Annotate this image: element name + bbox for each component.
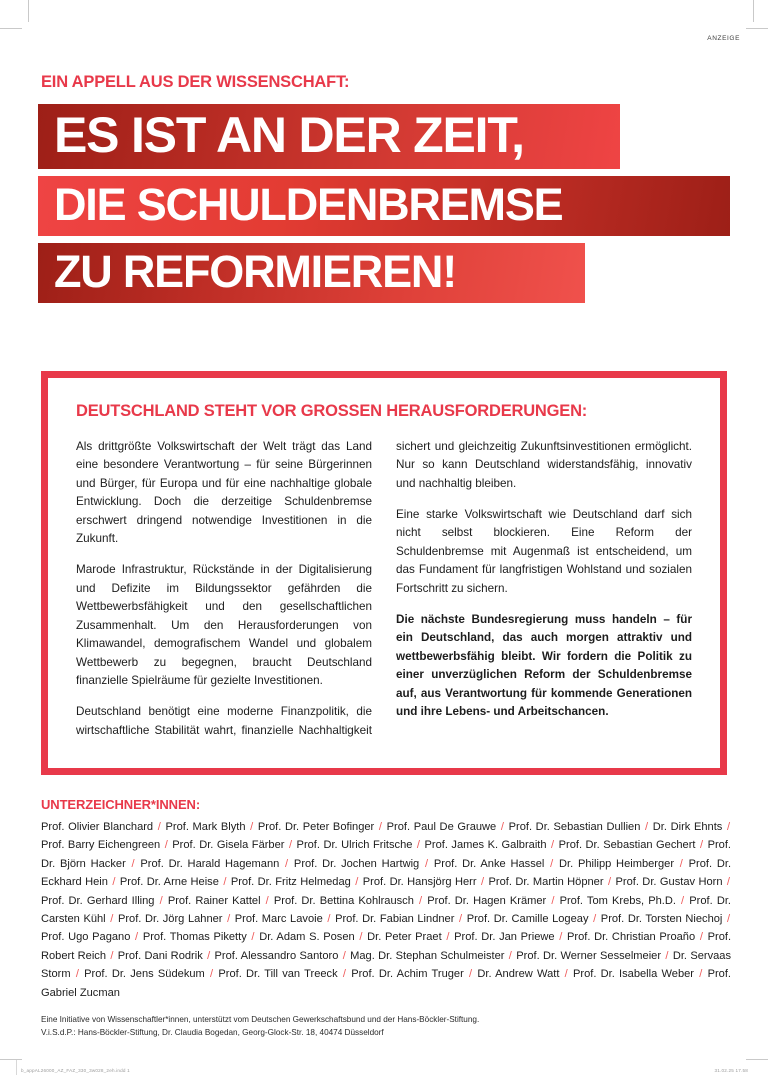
signatory-separator: /	[351, 876, 362, 889]
signatory-separator: /	[338, 968, 351, 981]
signatory-name: Prof. Tom Krebs, Ph.D.	[559, 894, 676, 907]
signatory-name: Mag. Dr. Stephan Schulmeister	[350, 949, 505, 962]
signatory-name: Dr. Andrew Watt	[477, 968, 560, 981]
signatory-name: Prof. Dr. Torsten Niechoj	[600, 913, 723, 926]
signatory-name: Prof. Dr. Jens Südekum	[84, 968, 205, 981]
signatory-separator: /	[547, 894, 559, 907]
crop-mark-bottom-left-h	[0, 1059, 22, 1060]
signatories-list	[41, 818, 731, 1002]
signatory-name: Prof. Mark Blyth	[165, 821, 246, 833]
signatory-separator: /	[464, 968, 477, 981]
signatory-separator: /	[662, 949, 672, 962]
signatory-name: Prof. Rainer Kattel	[167, 894, 261, 907]
signatory-separator: /	[675, 857, 688, 870]
signatory-name: Prof. James K. Galbraith	[424, 839, 547, 852]
signatory-name: Prof. Dr. Fabian Lindner	[335, 913, 455, 926]
signatory-separator: /	[414, 894, 427, 907]
signatory-name: Prof. Dr. Eckhard Hein	[41, 857, 732, 889]
signatory-separator: /	[723, 876, 731, 889]
signatory-separator: /	[71, 968, 84, 981]
signatory-name: Prof. Dr. Arne Heise	[119, 876, 219, 889]
signatory-separator: /	[203, 949, 214, 962]
signatory-separator: /	[641, 821, 652, 833]
signatory-separator: /	[604, 876, 615, 889]
signatory-separator: /	[154, 821, 165, 833]
signatory-separator: /	[723, 821, 731, 833]
signatory-separator: /	[455, 913, 466, 926]
signatories-title: UNTERZEICHNER*INNEN:	[41, 797, 201, 812]
signatory-separator: /	[589, 913, 600, 926]
signatory-name: Prof. Paul De Grauwe	[386, 821, 497, 833]
signatory-name: Prof. Dr. Carsten Kühl	[41, 894, 731, 926]
signatory-separator: /	[560, 968, 572, 981]
headline-line-3: ZU REFORMIEREN!	[38, 243, 585, 303]
signatory-name: Prof. Dr. Jörg Lahner	[117, 913, 223, 926]
body-paragraph: Als drittgrößte Volkswirtschaft der Welt trägt das Land eine besondere Verantwortung – für seine Bürgerinnen und Bürger, für Europa und für eine nachhaltige globale Entwicklung. Doch die derzeitige Schuldenbremse erschwert dringend notwendige Investitionen in die Zukunft.	[76, 440, 372, 546]
signatory-name: Prof. Dr. Hansjörg Herr	[362, 876, 477, 889]
signatory-separator: /	[442, 931, 454, 944]
signatory-separator: /	[219, 876, 230, 889]
content-panel	[41, 371, 727, 775]
signatory-name: Prof. Dani Rodrik	[117, 949, 203, 962]
signatory-separator: /	[555, 931, 566, 944]
crop-mark-bottom-left	[16, 1059, 17, 1075]
signatory-name: Prof. Dr. Camille Logeay	[466, 913, 589, 926]
signatory-separator: /	[695, 968, 707, 981]
signatory-name: Prof. Dr. Sebastian Gechert	[558, 839, 696, 852]
body-paragraph: Marode Infrastruktur, Rückstände in der Digitalisierung und Defizite im Bildungssektor gefährden die Wettbewerbsfähigkeit und den gesellschaftlichen Zusammenhalt. Um den Herausforderungen von Klimawandel, demografischem Wandel und globalem Wettbewerb zu begegnen, braucht Deutschland finanzielle Spielräume für gezielte Investitionen.	[76, 563, 372, 688]
signatory-name: Dr. Philipp Heimberger	[559, 857, 675, 870]
headline-block	[38, 104, 730, 303]
headline-line-2: DIE SCHULDENBREMSE	[38, 176, 730, 236]
signatory-separator: /	[723, 913, 731, 926]
signatory-separator: /	[497, 821, 508, 833]
signatory-separator: /	[261, 894, 273, 907]
signatory-name: Prof. Dr. Achim Truger	[351, 968, 464, 981]
signatory-name: Prof. Alessandro Santoro	[214, 949, 339, 962]
signatory-separator: /	[676, 894, 689, 907]
signatory-separator: /	[131, 931, 142, 944]
signatory-name: Prof. Marc Lavoie	[234, 913, 323, 926]
crop-mark-right-top	[746, 28, 768, 29]
signatory-separator: /	[246, 821, 257, 833]
signatory-name: Prof. Dr. Bettina Kohlrausch	[273, 894, 414, 907]
footer-imprint	[41, 1013, 731, 1040]
signatory-separator: /	[126, 857, 140, 870]
panel-title: DEUTSCHLAND STEHT VOR GROSSEN HERAUSFORDERUNGEN:	[76, 402, 588, 420]
signatory-name: Prof. Barry Eichengreen	[41, 839, 161, 852]
signatory-separator: /	[107, 949, 117, 962]
signatory-name: Dr. Dirk Ehnts	[652, 821, 723, 833]
body-paragraph: Eine starke Volkswirtschaft wie Deutschland darf sich nicht selbst blockieren. Eine Reform der Schuldenbremse mit Augenmaß ist entscheidend, um das Fundament für langfristigen Wohlstand und sozialen Fortschritt zu sichern.	[396, 507, 692, 595]
signatory-name: Prof. Dr. Christian Proaño	[566, 931, 696, 944]
signatory-name: Prof. Dr. Björn Hacker	[41, 839, 731, 870]
signatory-separator: /	[280, 857, 293, 870]
signatory-separator: /	[413, 839, 424, 852]
signatory-separator: /	[477, 876, 488, 889]
signatory-separator: /	[223, 913, 234, 926]
signatory-separator: /	[696, 839, 707, 852]
footer-line-initiative: Eine Initiative von Wissenschaftler*innen, unterstützt vom Deutschen Gewerkschaftsbund und der Hans-Böckler-Stiftung.	[41, 1015, 480, 1024]
signatory-name: Prof. Robert Reich	[41, 931, 732, 962]
signatory-name: Prof. Olivier Blanchard	[41, 821, 154, 833]
signatory-separator: /	[285, 839, 296, 852]
signatory-name: Prof. Gabriel Zucman	[41, 968, 731, 999]
signatory-separator: /	[339, 949, 350, 962]
signatory-separator: /	[161, 839, 172, 852]
signatory-separator: /	[547, 839, 558, 852]
signatory-name: Prof. Dr. Martin Höpner	[488, 876, 604, 889]
signatory-separator: /	[323, 913, 335, 926]
signatory-name: Dr. Servaas Storm	[41, 949, 732, 981]
signatory-name: Prof. Dr. Anke Hassel	[433, 857, 545, 870]
signatory-name: Prof. Dr. Werner Sesselmeier	[516, 949, 662, 962]
signatory-name: Dr. Peter Praet	[367, 931, 442, 944]
signatory-separator: /	[247, 931, 259, 944]
signatory-name: Prof. Dr. Gerhard Illing	[41, 894, 155, 907]
headline-line-1: ES IST AN DER ZEIT,	[38, 104, 620, 169]
signatory-separator: /	[696, 931, 707, 944]
signatory-separator: /	[108, 876, 119, 889]
signatory-separator: /	[545, 857, 559, 870]
signatory-name: Dr. Adam S. Posen	[259, 931, 355, 944]
body-columns	[76, 438, 692, 740]
signatory-name: Prof. Dr. Harald Hagemann	[140, 857, 280, 870]
signatory-name: Prof. Dr. Hagen Krämer	[427, 894, 547, 907]
body-paragraph: Deutschland benötigt eine moderne Finanzpolitik, die wirtschaftliche Stabilität wahrt, finanzielle Nachhaltigkeit sichert und gleichzeitig Zukunftsinvestitionen ermöglicht. Nur so kann Deutschland widerstandsfähig, innovativ und nachhaltig bleiben.	[76, 440, 692, 737]
crop-mark-top-left	[28, 0, 29, 22]
crop-mark-top-right	[753, 0, 754, 22]
signatory-name: Prof. Dr. Gustav Horn	[615, 876, 723, 889]
body-paragraph-closing: Die nächste Bundesregierung muss handeln – für ein Deutschland, das auch morgen attraktiv und wettbewerbsfähig bleibt. Wir fordern die Politik zu einer unverzüglichen Reform der Schuldenbremse auf, aus Verantwortung für kommende Generationen und ihre Lebens- und Arbeitschancen.	[396, 612, 692, 719]
print-timestamp-mark: 31.02.25 17.58	[714, 1068, 748, 1073]
signatory-name: Prof. Dr. Isabella Weber	[572, 968, 694, 981]
signatory-name: Prof. Dr. Fritz Helmedag	[230, 876, 351, 889]
print-filename-mark: b_appAL26000_AZ_FAZ_330_3w028_2eh.indd 1	[21, 1068, 130, 1073]
signatory-name: Prof. Dr. Ulrich Fritsche	[296, 839, 413, 852]
signatory-name: Prof. Dr. Peter Bofinger	[257, 821, 375, 833]
signatory-name: Prof. Ugo Pagano	[41, 931, 131, 944]
signatory-separator: /	[155, 894, 167, 907]
signatory-separator: /	[355, 931, 367, 944]
signatory-name: Prof. Dr. Jan Priewe	[454, 931, 555, 944]
signatory-separator: /	[420, 857, 433, 870]
signatory-separator: /	[505, 949, 516, 962]
signatory-separator: /	[375, 821, 386, 833]
crop-mark-left-top	[0, 28, 22, 29]
signatory-name: Prof. Dr. Jochen Hartwig	[293, 857, 420, 870]
signatory-separator: /	[205, 968, 218, 981]
advertisement-label: ANZEIGE	[707, 35, 740, 42]
signatory-name: Prof. Thomas Piketty	[142, 931, 247, 944]
footer-line-visdp: V.i.S.d.P.: Hans-Böckler-Stiftung, Dr. Claudia Bogedan, Georg-Glock-Str. 18, 40474 Düsseldorf	[41, 1028, 384, 1038]
crop-mark-bottom-right-h	[746, 1059, 768, 1060]
signatory-name: Prof. Dr. Gisela Färber	[172, 839, 285, 852]
signatory-name: Prof. Dr. Till van Treeck	[218, 968, 338, 981]
kicker-headline: EIN APPELL AUS DER WISSENSCHAFT:	[41, 73, 350, 91]
signatory-name: Prof. Dr. Sebastian Dullien	[508, 821, 641, 833]
signatory-separator: /	[106, 913, 117, 926]
